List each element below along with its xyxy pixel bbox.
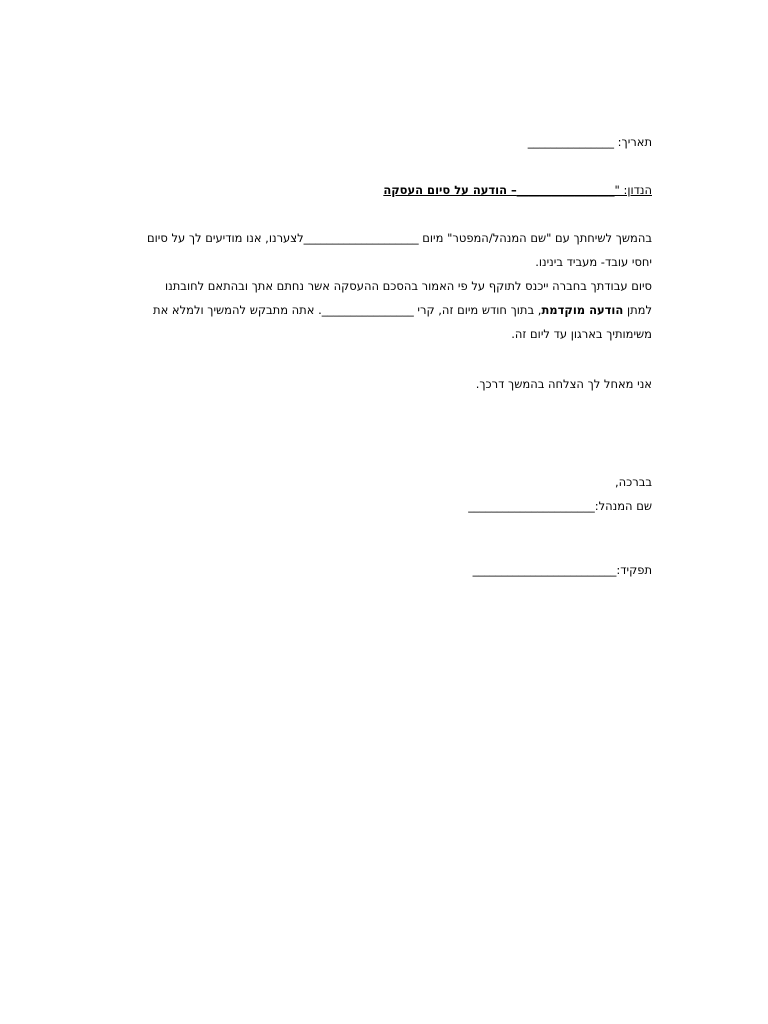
subject-blank: _________________ (516, 183, 615, 197)
paragraph-1 (116, 226, 652, 274)
paragraph-2-line-2-start: למתן (623, 303, 652, 317)
paragraph-1-line-1: בהמשך לשיחתך עם "שם המנהל/המפטר" מיום ____________________לצערנו, אנו מודיעים לך על סיום (147, 231, 652, 245)
subject-title: – הודעה על סיום העסקה (383, 183, 517, 197)
subject-prefix: הנדון: " (614, 183, 652, 197)
position-line: תפקיד:_________________________ (472, 563, 652, 577)
advance-notice-term: הודעה מוקדמת (541, 303, 624, 317)
closing-line: בברכה, (614, 475, 652, 489)
paragraph-2-line-2-end: , בתוך חודש מיום זה, קרי ________________. אתה מתבקש להמשיך ולמלא את (153, 303, 542, 317)
paragraph-2 (116, 274, 652, 346)
date-line: תאריך: _______________ (527, 135, 652, 149)
paragraph-2-line-2 (116, 298, 652, 322)
manager-name-line: שם המנהל:______________________ (468, 499, 652, 513)
paragraph-2-line-3: משימותיך בארגון עד ליום זה. (511, 327, 652, 341)
subject-line (383, 182, 652, 198)
paragraph-2-line-1: סיום עבודתך בחברה ייכנס לתוקף על פי האמור בהסכם ההעסקה אשר נחתם אתך ובהתאם לחובתנו (165, 279, 652, 293)
paragraph-1-line-2: יחסי עובד- מעביד בינינו. (535, 255, 652, 269)
wish-line: אני מאחל לך הצלחה בהמשך דרכך. (475, 377, 652, 391)
